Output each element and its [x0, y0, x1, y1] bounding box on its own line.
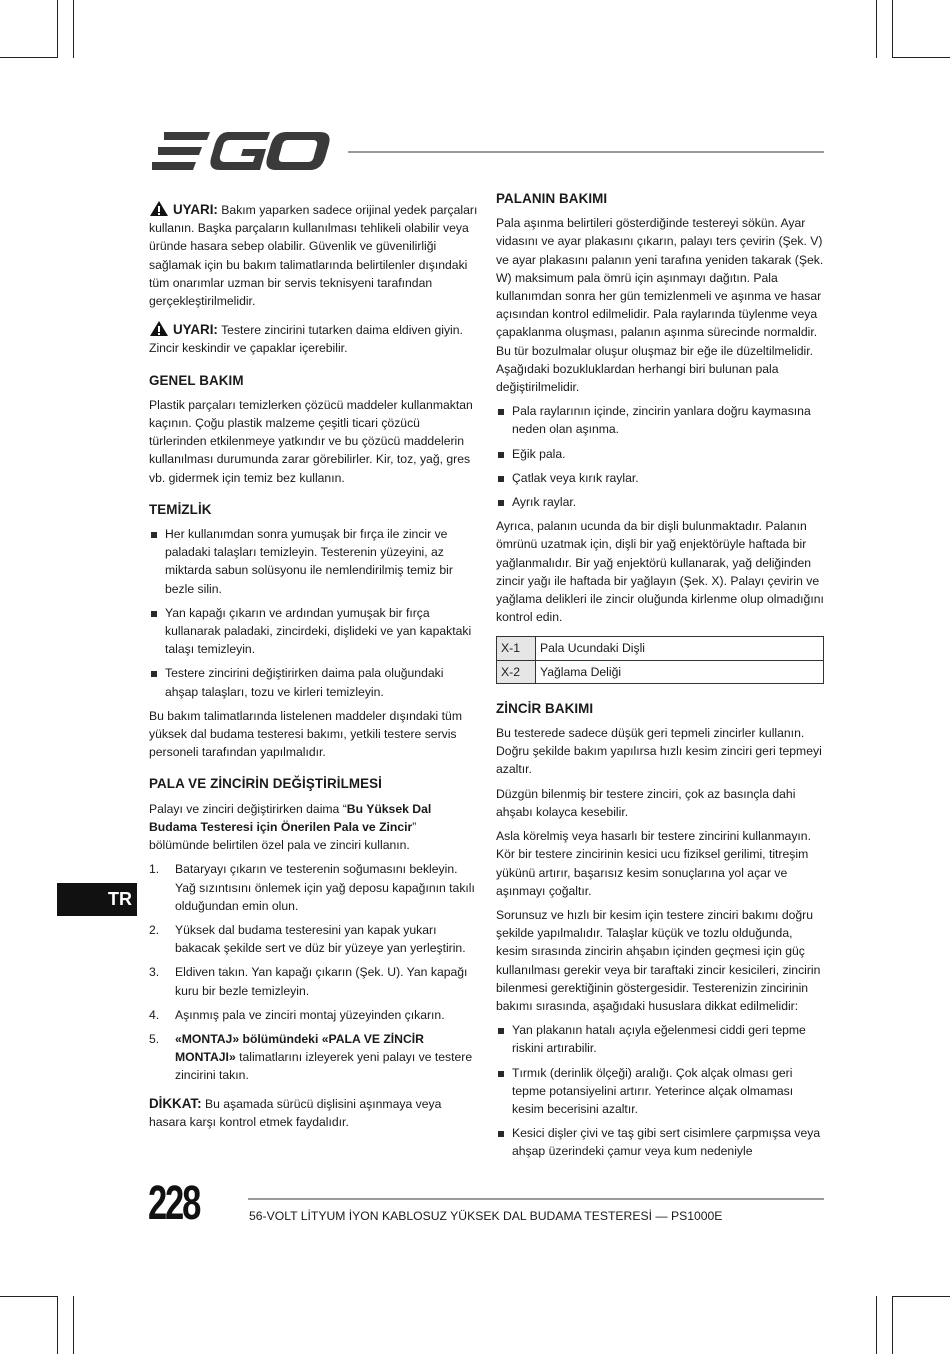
text-run: Palayı ve zinciri değiştirirken daima “ [149, 801, 347, 816]
step-number: 2. [149, 922, 160, 937]
list-item: Yan plakanın hatalı açıyla eğelenmesi ciddi geri tepme riskini artırabilir. [496, 1021, 826, 1057]
warning-text: Testere zincirini tutarken daima eldiven giyin. Zincir keskindir ve çapaklar içerebilir. [149, 323, 463, 356]
paragraph: Düzgün bilenmiş bir testere zinciri, çok az basınçla dahi ahşabı kolayca kesebilir. [496, 786, 796, 819]
list-item: Ayrık raylar. [496, 493, 826, 511]
paragraph: Sorunsuz ve hızlı bir kesim için testere zinciri bakımı doğru şekilde yapılmalıdır. Talaşlar küçük ve tozlu olduğunda, kesim sırasında zincirin ahşabın içinden geçmesi için güç kullanılması gerekir veya bir taraftaki zincir kesicileri, zincirin bilenmesi gerektiğinin göstergesidir. Testerenizin zincirinin bakımı sırasında, aşağıdaki hususlara dikkat edilmelidir: [496, 907, 821, 1013]
right-column [496, 190, 826, 1167]
step-text: Aşınmış pala ve zinciri montaj yüzeyinden çıkarın. [175, 1007, 445, 1022]
note-text: Bu aşamada sürücü dişlisini aşınmaya veya hasara karşı kontrol etmek faydalıdır. [149, 1096, 442, 1129]
step-number: 3. [149, 965, 160, 980]
list-item [149, 1006, 479, 1024]
table-row [497, 637, 824, 660]
warning-label: UYARI: [173, 322, 218, 338]
step-text: Yüksek dal budama testeresini yan kapak yukarı bakacak şekilde sert ve düz bir yüzeye yan yerleştirin. [175, 922, 466, 956]
list-item: Pala raylarının içinde, zincirin yanlara doğru kaymasına neden olan aşınma. [496, 402, 826, 438]
step-number: 5. [149, 1031, 160, 1046]
step-text: Bataryayı çıkarın ve testerenin soğumasını bekleyin. Yağ sızıntısını önlemek için yağ deposu kapağının takılı olduğundan emin olun. [175, 862, 475, 913]
numbered-list [149, 860, 479, 1084]
text-run: ” bölümünde belirtilen özel pala ve zinciri kullanın. [149, 819, 417, 853]
section-heading-genel-bakim: GENEL BAKIM [149, 372, 244, 388]
note-label: DİKKAT: [149, 1095, 202, 1111]
step-number: 1. [149, 862, 160, 877]
warning-icon [149, 320, 169, 337]
footer-title: 56-VOLT LİTYUM İYON KABLOSUZ YÜKSEK DAL BUDAMA TESTERESİ — PS1000E [249, 1209, 723, 1223]
crop-mark [892, 57, 950, 58]
crop-mark [57, 0, 58, 58]
crop-mark [57, 1296, 58, 1354]
crop-mark [892, 1296, 893, 1354]
section-heading-temizlik: TEMİZLİK [149, 501, 212, 517]
step-text-bold: «MONTAJ» bölümündeki «PALA VE ZİNCİR MONTAJI» [175, 1031, 424, 1065]
table-cell-key: X-1 [497, 637, 536, 660]
list-item: Çatlak veya kırık raylar. [496, 469, 826, 487]
ego-logo [150, 130, 332, 172]
list-item: Eğik pala. [496, 445, 826, 463]
section-heading-zincir-bakimi: ZİNCİR BAKIMI [496, 700, 594, 716]
list-item: Yan kapağı çıkarın ve ardından yumuşak bir fırça kullanarak paladaki, zincirdeki, dişlideki ve yan kapaktaki talaşı temizleyin. [149, 604, 479, 659]
warning-icon [149, 200, 169, 217]
table-row [497, 660, 824, 683]
header-rule [348, 151, 824, 153]
crop-mark [0, 57, 58, 58]
crop-mark [892, 0, 893, 58]
step-text: Eldiven takın. Yan kapağı çıkarın (Şek. U). Yan kapağı kuru bir bezle temizleyin. [175, 965, 468, 998]
text-run-bold: Bu Yüksek Dal Budama Testeresi için Önerilen Pala ve Zincir [149, 801, 432, 834]
list-item: Kesici dişler çivi ve taş gibi sert cisimlere çarpmışsa veya ahşap üzerindeki çamur veya kum nedeniyle [496, 1124, 826, 1160]
list-item [149, 963, 479, 999]
step-number: 4. [149, 1007, 160, 1022]
paragraph: Plastik parçaları temizlerken çözücü maddeler kullanmaktan kaçının. Çoğu plastik malzeme çeşitli ticari çözücü türlerinden etkilenmeye yatkındır ve bu çözücü maddelerin kullanılması durumunda zarar görebilirler. Kir, toz, yağ, gres vb. gidermek için temiz bez kullanın. [149, 397, 473, 485]
paragraph: Ayrıca, palanın ucunda da bir dişli bulunmaktadır. Palanın ömrünü uzatmak için, dişli bir yağ enjektörüyle haftada bir yağlanmalıdır. Bir yağ enjektörü kullanarak, yağ deliğinden zincir yağı ile haftada bir yağlayın (Şek. X). Palayı çevirin ve yağlama delikleri ile zincir oluğunda kirlenme olup olmadığını kontrol edin. [496, 519, 824, 625]
warning-label: UYARI: [173, 202, 218, 217]
section-heading-pala-degistirme: PALA VE ZİNCİRİN DEĞİŞTİRİLMESİ [149, 776, 382, 792]
list-item [149, 921, 479, 957]
crop-mark [73, 0, 74, 58]
step-text: talimatlarını izleyerek yeni palayı ve testere zincirini takın. [175, 1050, 473, 1083]
section-heading-palanin-bakimi: PALANIN BAKIMI [496, 191, 608, 206]
language-tab-label: TR [108, 889, 132, 909]
language-tab [57, 883, 137, 916]
warning-block [149, 320, 479, 357]
paragraph: Bu testerede sadece düşük geri tepmeli zincirler kullanın. Doğru şekilde bakım yapılırsa hızlı kesim zinciri geri tepmeyi azaltır. [496, 726, 822, 777]
list-item: Testere zincirini değiştirirken daima pala oluğundaki ahşap talaşları, tozu ve kirleri temizleyin. [149, 664, 479, 700]
crop-mark [876, 1296, 877, 1354]
list-item: Her kullanımdan sonra yumuşak bir fırça ile zincir ve paladaki talaşları temizleyin. Testerenin yüzeyini, az miktarda sabun solüsyonu ile nemlendirilmiş temiz bir bezle silin. [149, 525, 479, 598]
crop-mark [0, 1296, 58, 1297]
list-item: Tırmık (derinlik ölçeği) aralığı. Çok alçak olması geri tepme potansiyelini artırır. Yeterince alçak olmaması kesim becerisini azaltır. [496, 1064, 826, 1119]
warning-text: Bakım yaparken sadece orijinal yedek parçaları kullanın. Başka parçaların kullanılması tehlikeli olabilir veya üründe hasara sebep olabilir. Güvenlik ve güvenilirliği sağlamak için bu bakım talimatlarında belirtilenler dışındaki tüm onarımlar uzman bir servis teknisyeni tarafından gerçekleştirilmelidir. [149, 203, 478, 309]
paragraph: Asla körelmiş veya hasarlı bir testere zincirini kullanmayın. Kör bir testere zincirinin kesici ucu fiziksel gerilimi, titreşim yükünü artırır, başarısız kesim sonuçlarına yol açar ve aşınmayı çoğaltır. [496, 829, 811, 898]
page-number: 228 [148, 1177, 200, 1230]
paragraph: Bu bakım talimatlarında listelenen maddeler dışındaki tüm yüksek dal budama testeresi bakımı, yetkili testere servis personeli tarafından yapılmalıdır. [149, 708, 462, 760]
table-cell-value: Yağlama Deliği [536, 660, 824, 683]
crop-mark [73, 1296, 74, 1354]
table-cell-value: Pala Ucundaki Dişli [536, 637, 824, 660]
footer-rule [248, 1198, 824, 1200]
list-item [149, 1030, 479, 1085]
left-column [149, 200, 479, 1137]
legend-table [496, 636, 824, 683]
table-cell-key: X-2 [497, 660, 536, 683]
bullet-list [149, 525, 479, 701]
paragraph: Pala aşınma belirtileri gösterdiğinde testereyi sökün. Ayar vidasını ve ayar plakasını çıkarın, palayı ters çevirin (Şek. V) ve ayar plakasını palanın yeni tarafına yeniden takarak (Şek. W) maksimum pala ömrü için aşınmayı dağıtın. Pala kullanımdan sonra her gün temizlenmeli ve aşınma ve hasar açısından kontrol edilmelidir. Pala raylarında tüylenme veya çapaklanma oluşması, palanın aşınma sürecinde normaldir. Bu tür bozulmalar oluşur oluşmaz bir eğe ile düzeltilmelidir. Aşağıdaki bozukluklardan herhangi biri bulunan pala değiştirilmelidir. [496, 216, 824, 395]
bullet-list [496, 402, 826, 511]
paragraph [149, 800, 479, 855]
warning-block [149, 200, 479, 310]
bullet-list [496, 1021, 826, 1160]
note [149, 1095, 479, 1131]
list-item [149, 860, 479, 915]
crop-mark [876, 0, 877, 58]
crop-mark [892, 1296, 950, 1297]
